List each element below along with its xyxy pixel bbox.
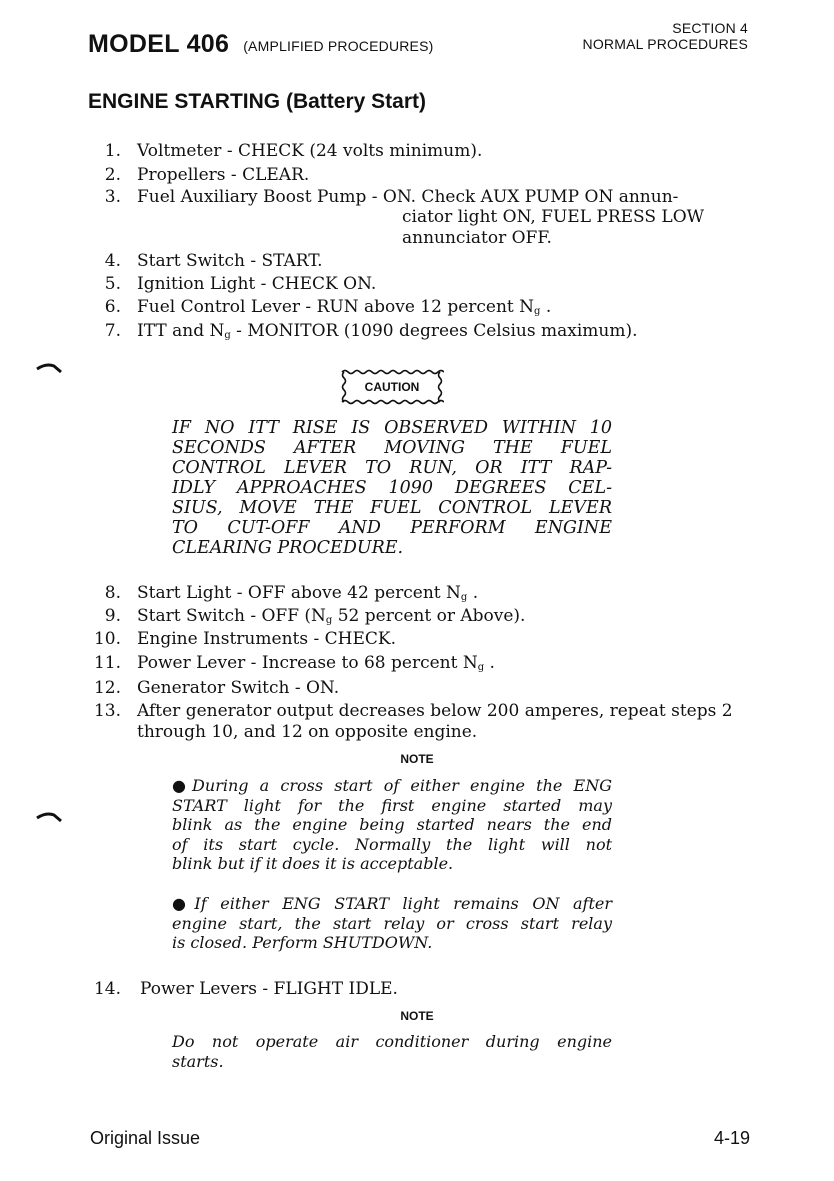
step-number: 4. [104,251,121,271]
step-number: 9. [104,606,121,626]
step-text-continued: annunciator OFF. [402,228,552,248]
note-line: blink as the engine being started nears the end [172,815,612,834]
note-line: starts. [172,1051,224,1071]
step-text: Start Switch - START. [137,251,323,271]
step-text-part: 52 percent or Above). [332,606,526,626]
page-heading: ENGINE STARTING (Battery Start) [88,90,426,113]
model-name: MODEL 406 [88,30,230,58]
step-text [137,652,495,679]
caution-line: SECONDS AFTER MOVING THE FUEL [172,438,612,458]
step-text [137,296,551,323]
revision-mark-icon [36,363,62,373]
step-text-part: Start Light - OFF above 42 percent N [137,583,461,603]
section-name: NORMAL PROCEDURES [582,36,748,52]
step-text-continued: ciator light ON, FUEL PRESS LOW [402,207,705,227]
caution-line: TO CUT-OFF AND PERFORM ENGINE [172,518,612,538]
step-text: Ignition Light - CHECK ON. [137,274,377,294]
model-title [88,30,434,59]
note-line: Do not operate air conditioner during engine [172,1032,612,1051]
section-number: SECTION 4 [672,20,748,36]
page-number: 4-19 [713,1128,750,1148]
step-number: 10. [93,629,121,649]
step-text: Fuel Auxiliary Boost Pump - ON. Check AUX PUMP ON annun- [137,187,679,207]
note-line: engine start, the start relay or cross start relay [172,913,612,933]
caution-line: CLEARING PROCEDURE. [172,538,404,558]
step-text-part: . [484,653,495,673]
step-number: 14. [93,979,121,999]
note-title: NOTE [400,1009,434,1023]
step-text: Engine Instruments - CHECK. [137,629,396,649]
step-text-part: - MONITOR (1090 degrees Celsius maximum). [230,321,638,341]
step-text: Power Levers - FLIGHT IDLE. [140,979,398,999]
step-number: 2. [104,165,121,185]
step-text-part: . [467,583,479,603]
step-text-part: Fuel Control Lever - RUN above 12 percent N [137,297,535,317]
caution-line: CONTROL LEVER TO RUN, OR ITT RAP- [172,458,612,478]
note-line: is closed. Perform SHUTDOWN. [172,933,433,952]
step-number: 7. [104,321,121,341]
step-number: 5. [104,274,121,294]
caution-text [172,418,612,558]
section-header [583,20,748,52]
step-number: 11. [93,653,121,673]
step-text-part: ITT and N [137,321,225,341]
note-title: NOTE [400,752,434,766]
step-text: After generator output decreases below 200 amperes, repeat steps 2 [137,701,733,721]
caution-line: SIUS, MOVE THE FUEL CONTROL LEVER [172,498,612,518]
step-number: 13. [93,701,121,721]
subscript: g [460,592,468,603]
note-paragraph-1 [172,776,612,874]
step-number: 12. [93,678,121,698]
step-number: 6. [104,297,121,317]
model-subtitle: (AMPLIFIED PROCEDURES) [243,38,434,54]
caution-line: IDLY APPROACHES 1090 DEGREES CEL- [172,478,612,498]
note-line: START light for the first engine started may [172,795,612,815]
note-line: of its start cycle. Normally the light will not [172,834,612,854]
step-text: Voltmeter - CHECK (24 volts minimum). [137,141,483,161]
step-text: Generator Switch - ON. [137,678,340,698]
step-number: 1. [104,141,121,161]
step-text [137,320,637,347]
step-text-continued: through 10, and 12 on opposite engine. [137,722,478,742]
note-line: blink but if it does it is acceptable. [172,854,454,873]
footer-issue: Original Issue [90,1128,201,1148]
subscript: g [325,615,333,626]
note-paragraph [172,1032,612,1071]
caution-label: CAUTION [364,380,420,394]
step-text-part: Start Switch - OFF (N [137,606,326,626]
subscript: g [477,662,485,673]
step-number: 3. [104,187,121,207]
subscript: g [224,330,231,341]
note-line: ●If either ENG START light remains ON after [172,894,612,913]
note-paragraph-2 [172,894,612,953]
revision-mark-icon [36,812,62,822]
step-number: 8. [104,583,121,603]
step-text-part: Power Lever - Increase to 68 percent N [137,653,478,673]
step-text: Propellers - CLEAR. [137,165,310,185]
subscript: g [534,306,541,317]
step-text-part: . [540,297,552,317]
caution-line: IF NO ITT RISE IS OBSERVED WITHIN 10 [172,418,612,438]
note-line: ●During a cross start of either engine the ENG [172,776,612,795]
